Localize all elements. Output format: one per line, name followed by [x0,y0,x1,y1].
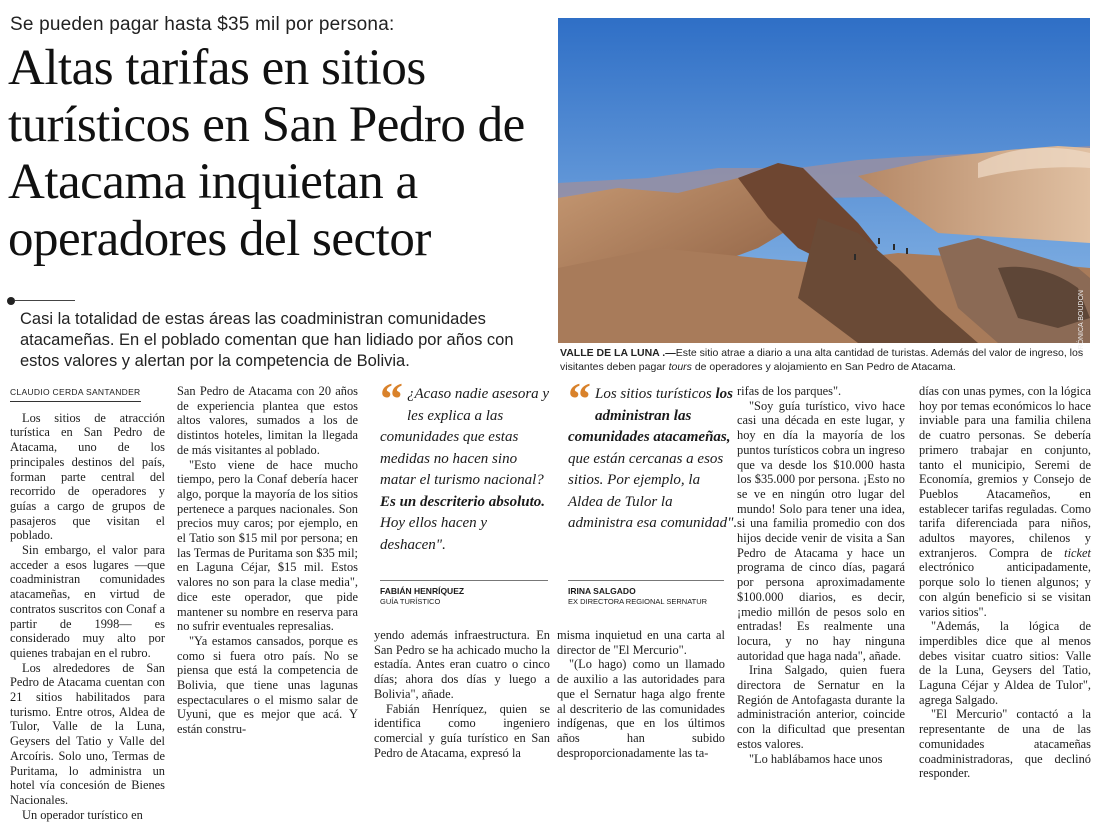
paragraph: San Pedro de Atacama con 20 años de experiencia plantea que estos altos valores, sumados a los de distintos hoteles, limitan la llegada de más visitantes al poblado. [177,384,358,457]
column-1 [10,384,165,822]
subhead-rule [15,300,75,301]
quote-mark-icon: “ [380,373,403,424]
paragraph: yendo además infraestructura. En San Pedro se ha achicado mucho la estadía. Antes eran cuatro o cinco días; ahora dos días y luego a Bolivia", añade. [374,628,550,701]
paragraph [919,384,1091,619]
paragraph-text-end: electrónico anticipadamente, porque solo lo tienen algunos; y con algún beneficio si se visitan varios sitios". [919,560,1091,619]
quote-divider [380,580,548,581]
paragraph: "(Lo hago) como un llamado de auxilio a las autoridades para que el Sernatur haga algo frente al descriterio de las comunidades indígenas, que en los últimos años han subido desproporcionadamente las ta- [557,657,725,760]
column-2 [177,384,358,737]
byline: CLAUDIO CERDA SANTANDER [10,385,141,402]
paragraph-italic: ticket [1064,545,1091,560]
paragraph: "Esto viene de hace mucho tiempo, pero la Conaf debería hacer algo, porque la mayoría de los sitios pertenece a parques nacionales. Son precios muy caros; por ejemplo, en el Tatio son $15 mil por persona; en las Termas de Puritama son $35 mil; en Laguna Céjar, $15 mil. Estos valores no son para la clase media", dice este operador, que pide mantener su nombre en reserva para no sufrir eventuales represalias. [177,457,358,634]
quote-mark-icon: “ [568,373,591,424]
paragraph: "El Mercurio" contactó a la representante de una de las comunidades atacameñas coadministradoras, que declinó responder. [919,707,1091,781]
paragraph: misma inquietud en una carta al director de "El Mercurio". [557,628,725,657]
quote-text-end: Hoy ellos hacen y deshacen". [380,515,488,553]
caption-text: Este sitio atrae a diario a una alta cantidad de turistas. Además del valor de ingreso, los visitantes deben pagar [560,347,1084,373]
quote-text: Los sitios turísticos [595,386,716,402]
caption-italic: tours [668,361,692,373]
caption-text-end: de operadores y alojamiento en San Pedro de Atacama. [691,361,956,373]
paragraph: Fabián Henríquez, quien se identifica como ingeniero comercial y guía turístico en San Pedro de Atacama, expresó la [374,701,550,760]
paragraph: Sin embargo, el valor para acceder a esos lugares —que coadministran comunidades atacameñas, en virtud de contratos suscritos con Conaf a partir de 1998— es considerado muy alto por quienes trabajan en el rubro. [10,543,165,660]
paragraph: Los alrededores de San Pedro de Atacama cuentan con 21 sitios habilitados para turismo. Entre otros, Aldea de Tulor, Valle de la Luna, Geysers del Tatio y Valle del Arcoíris. Solo uno, Termas de Puritama, lo administra un hotel vía concesión de Bienes Nacionales. [10,660,165,807]
paragraph: "Ya estamos cansados, porque es como si fuera otro país. No se piensa que está la competencia de Bolivia, que tiene unas lagunas espectaculares o el mismo salar de Uyuni, que es mejor que acá. Y están constru- [177,633,358,737]
subhead-bullet [7,297,15,305]
quote-text-end: que están cercanas a esos sitios. Por ejemplo, la Aldea de Tulor la administra esa comunidad". [568,450,738,531]
paragraph: Irina Salgado, quien fuera directora de Sernatur en la Región de Antofagasta durante la administración anterior, coincide con la dificultad que presentan estos valores. [737,663,905,751]
paragraph: "Lo hablábamos hace unos [749,751,883,766]
paragraph: rifas de los parques". [737,384,842,398]
quote-1-role: GUÍA TURÍSTICO [380,597,441,606]
headline: Altas tarifas en sitios turísticos en San Pedro de Atacama inquietan a operadores del sector [8,40,525,267]
column-4 [557,628,725,760]
quote-bold: los administran las comunidades atacameñas, [568,386,733,445]
column-5 [737,384,905,766]
paragraph: "Soy guía turístico, vivo hace casi una década en este lugar, y hoy en día la mayoría de los puntos turísticos cobra un ingreso que va desde los $10.000 hasta los $35.000 por persona. ¡Esto no se ve en ningún otro lugar del mundo! Solo para tener una idea, si una familia promedio con dos hijos decide venir de visita a San Pedro de Atacama y hace un programa de cinco días, pagará por persona aproximadamente $100.000 diarios, es decir, ¡medio millón de pesos solo en entradas! Es realmente una locura, y no hay ninguna autoridad que haga nada", añade. [737,398,905,663]
quote-text: ¿Acaso nadie asesora y les explica a las comunidades que estas medidas no hacen sino matar el turismo nacional? [380,386,550,488]
kicker: Se pueden pagar hasta $35 mil por persona: [10,14,395,35]
pull-quote-2 [568,373,738,535]
paragraph: Los sitios de atracción turística en San Pedro de Atacama, uno de los principales destinos del país, forman parte central del recorrido de operadores y guías a cargo de grupos de pasajeros que visitan el poblado. [10,410,165,543]
quote-2-name: IRINA SALGADO [568,586,636,596]
quote-bold: Es un descriterio absoluto. [380,493,546,510]
column-3 [374,628,550,760]
quote-divider [568,580,724,581]
subhead: Casi la totalidad de estas áreas las coadministran comunidades atacameñas. En el poblado comentan que han lidiado por años con estos valores y alertan por la competencia de Bolivia. [20,310,514,370]
caption-lead: VALLE DE LA LUNA .— [560,347,676,359]
quote-2-role: EX DIRECTORA REGIONAL SERNATUR [568,597,708,606]
column-6 [919,384,1091,781]
photo-credit: VERÓNICA BOUDON [1078,290,1085,359]
valle-de-la-luna-photo [558,18,1090,343]
paragraph: "Además, la lógica de imperdibles dice que al menos debes visitar cuatro sitios: Valle de la Luna, Geysers del Tatio, Laguna Céjar y Aldea de Tulor", agrega Salgado. [919,619,1091,707]
photo-caption [560,346,1092,374]
paragraph: Un operador turístico en [22,807,143,822]
paragraph-text: días con unas pymes, con la lógica hoy por temas económicos lo hace inviable para una familia chilena de cuatro personas. Se debería primero trabajar en conjunto, tanto el municipio, Seremi de Economía, gremios y Consejo de Pueblos Atacameños, en establecer tarifas reguladas. Como tarifa diferenciada para niños, adultos mayores, chilenos y extranjeros. Compra de [919,384,1091,560]
quote-1-name: FABIÁN HENRÍQUEZ [380,586,465,596]
pull-quote-1 [380,373,550,556]
